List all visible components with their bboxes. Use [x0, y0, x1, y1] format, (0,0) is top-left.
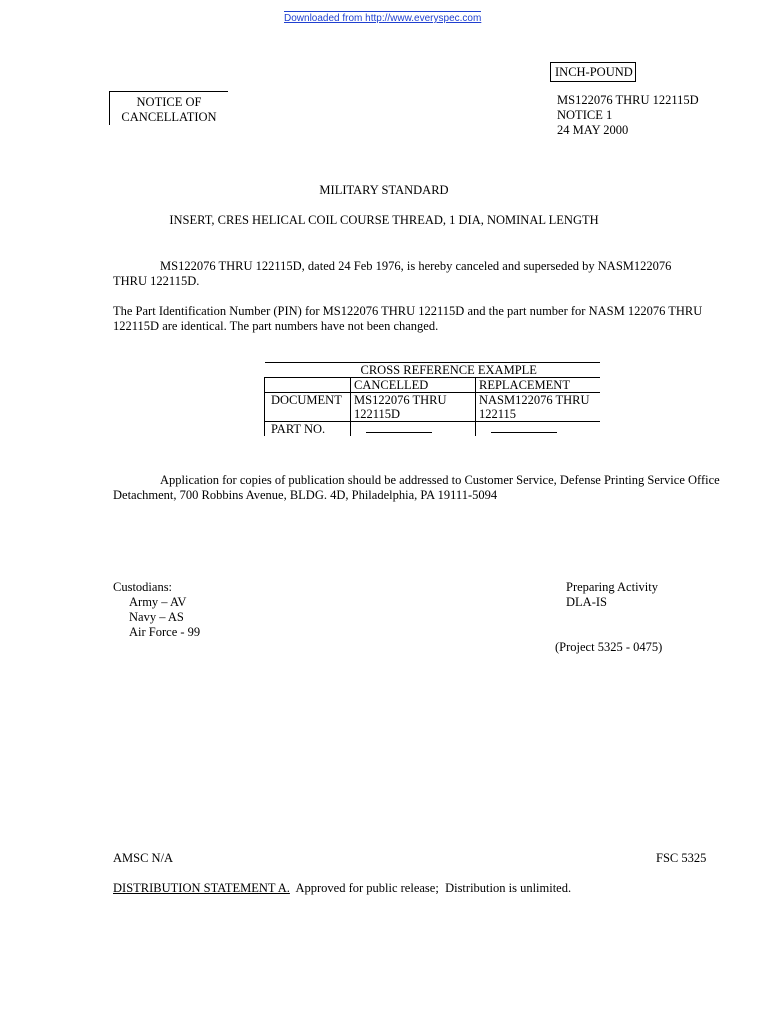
notice-number: NOTICE 1 — [557, 108, 613, 122]
page-subtitle: INSERT, CRES HELICAL COIL COURSE THREAD, 1 DIA, NOMINAL LENGTH — [169, 213, 599, 227]
page-title: MILITARY STANDARD — [319, 183, 449, 197]
application-para-line1: Application for copies of publication should be addressed to Customer Service, Defense Printing Service Office — [160, 473, 720, 487]
pin-para-line1: The Part Identification Number (PIN) for MS122076 THRU 122115D and the part number for NASM 122076 THRU — [113, 304, 703, 318]
distribution-statement — [113, 881, 571, 896]
fsc-label: FSC 5325 — [656, 851, 707, 865]
custodians-heading: Custodians: — [113, 580, 173, 594]
part-replacement-cell — [476, 422, 601, 437]
notice-of-cancellation-box — [109, 91, 228, 125]
blank-line — [366, 432, 432, 433]
column-header-replacement: REPLACEMENT — [476, 378, 601, 393]
table-row — [265, 393, 601, 422]
preparing-activity-value: DLA-IS — [566, 595, 607, 609]
application-para-line2: Detachment, 700 Robbins Avenue, BLDG. 4D, Philadelphia, PA 19111-5094 — [113, 488, 498, 502]
notice-box-line2: CANCELLATION — [121, 110, 217, 124]
inch-pound-label: INCH-POUND — [550, 62, 636, 82]
row-label-part-no: PART NO. — [265, 422, 351, 437]
document-replacement-line1: NASM122076 THRU — [479, 393, 590, 407]
document-cancelled-cell — [351, 393, 476, 422]
document-replacement-cell — [476, 393, 601, 422]
column-header-cancelled: CANCELLED — [351, 378, 476, 393]
distribution-text: Approved for public release; Distribution is unlimited. — [289, 881, 572, 895]
table-header-row — [265, 378, 601, 393]
notice-box-line1: NOTICE OF — [136, 95, 202, 109]
project-number: (Project 5325 - 0475) — [555, 640, 663, 654]
part-cancelled-cell — [351, 422, 476, 437]
cross-reference-table — [264, 362, 600, 436]
custodian-army: Army – AV — [129, 595, 187, 609]
custodian-air-force: Air Force - 99 — [129, 625, 201, 639]
download-link[interactable]: Downloaded from http://www.everyspec.com — [284, 13, 482, 24]
pin-para-line2: 122115D are identical. The part numbers have not been changed. — [113, 319, 439, 333]
document-number: MS122076 THRU 122115D — [557, 93, 699, 107]
cancellation-para-line2: THRU 122115D. — [113, 274, 200, 288]
document-cancelled-line2: 122115D — [354, 407, 401, 421]
distribution-label: DISTRIBUTION STATEMENT A. — [113, 881, 290, 895]
document-replacement-line2: 122115 — [479, 407, 517, 421]
preparing-activity-heading: Preparing Activity — [566, 580, 658, 594]
row-label-document: DOCUMENT — [265, 393, 351, 422]
blank-line — [491, 432, 557, 433]
notice-date: 24 MAY 2000 — [557, 123, 629, 137]
amsc-label: AMSC N/A — [113, 851, 174, 865]
custodian-navy: Navy – AS — [129, 610, 184, 624]
document-cancelled-line1: MS122076 THRU — [354, 393, 447, 407]
table-title-row — [265, 363, 601, 378]
table-title: CROSS REFERENCE EXAMPLE — [351, 363, 601, 378]
cancellation-para-line1: MS122076 THRU 122115D, dated 24 Feb 1976, is hereby canceled and superseded by NASM122076 — [160, 259, 672, 273]
table-row — [265, 422, 601, 437]
